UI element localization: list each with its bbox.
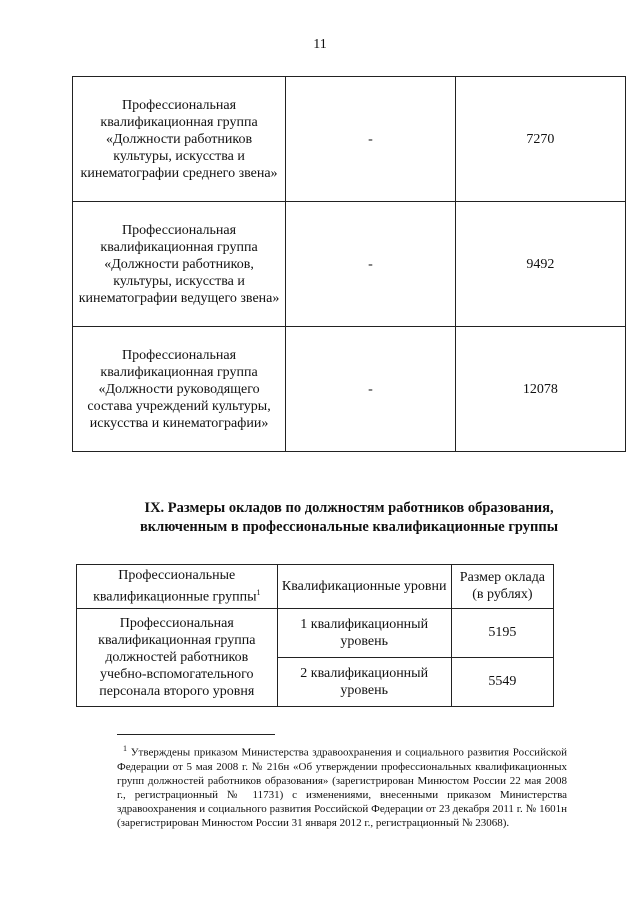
table-row [73, 202, 626, 327]
qualification-group-cell: Профессиональная квалификационная группа «Должности руководящего состава учреждений культуры, искусства и кинематографии» [73, 327, 286, 452]
qualification-group-cell: Профессиональная квалификационная группа «Должности работников, культуры, искусства и кинематографии ведущего звена» [73, 202, 286, 327]
section-title [72, 499, 626, 537]
qualification-level-cell: - [286, 327, 456, 452]
table-row [77, 608, 554, 657]
qualification-level-cell: - [286, 202, 456, 327]
table-row [73, 327, 626, 452]
footnote-text: Утверждены приказом Министерства здравоохранения и социального развития Российской Федерации от 5 мая 2008 г. № 216н «Об утверждении профессиональных квалификационных групп должностей работников образования» (зарегистрирован Минюстом России 22 мая 2008 г., регистрационный № 11731) с изменениями, внесенными приказом Министерства здравоохранения и социального развития Российской Федерации от 23 декабря 2011 г. № 1601н (зарегистрирован Минюстом России 31 января 2012 г., регистрационный № 23068). [117, 746, 568, 829]
qualification-group-cell: Профессиональная квалификационная группа должностей работников учебно-вспомогательного персонала второго уровня [77, 608, 278, 706]
table-header-row [77, 565, 554, 609]
qualification-group-cell: Профессиональная квалификационная группа «Должности работников культуры, искусства и кинематографии среднего звена» [73, 77, 286, 202]
education-salary-table [76, 564, 554, 707]
culture-salary-table [72, 76, 626, 452]
section-title-line2: включенным в профессиональные квалификационные группы [139, 519, 559, 535]
salary-cell: 7270 [455, 77, 625, 202]
footnote-divider [117, 734, 275, 735]
salary-cell: 12078 [455, 327, 625, 452]
qualification-level-cell: 2 квалификационный уровень [277, 657, 451, 706]
page-number: 11 [313, 37, 327, 52]
header-group-label: Профессиональные квалификационные группы [93, 568, 257, 605]
header-salary: Размер оклада (в рублях) [451, 565, 553, 609]
header-group [77, 565, 278, 609]
footnote-ref: 1 [256, 588, 261, 597]
header-levels: Квалификационные уровни [277, 565, 451, 609]
table-row [73, 77, 626, 202]
salary-cell: 5195 [451, 608, 553, 657]
footnote-mark: 1 [123, 744, 127, 753]
qualification-level-cell: 1 квалификационный уровень [277, 608, 451, 657]
salary-cell: 5549 [451, 657, 553, 706]
salary-cell: 9492 [455, 202, 625, 327]
qualification-level-cell: - [286, 77, 456, 202]
footnote [117, 742, 567, 830]
section-title-line1: IX. Размеры окладов по должностям работников образования, [144, 500, 554, 516]
